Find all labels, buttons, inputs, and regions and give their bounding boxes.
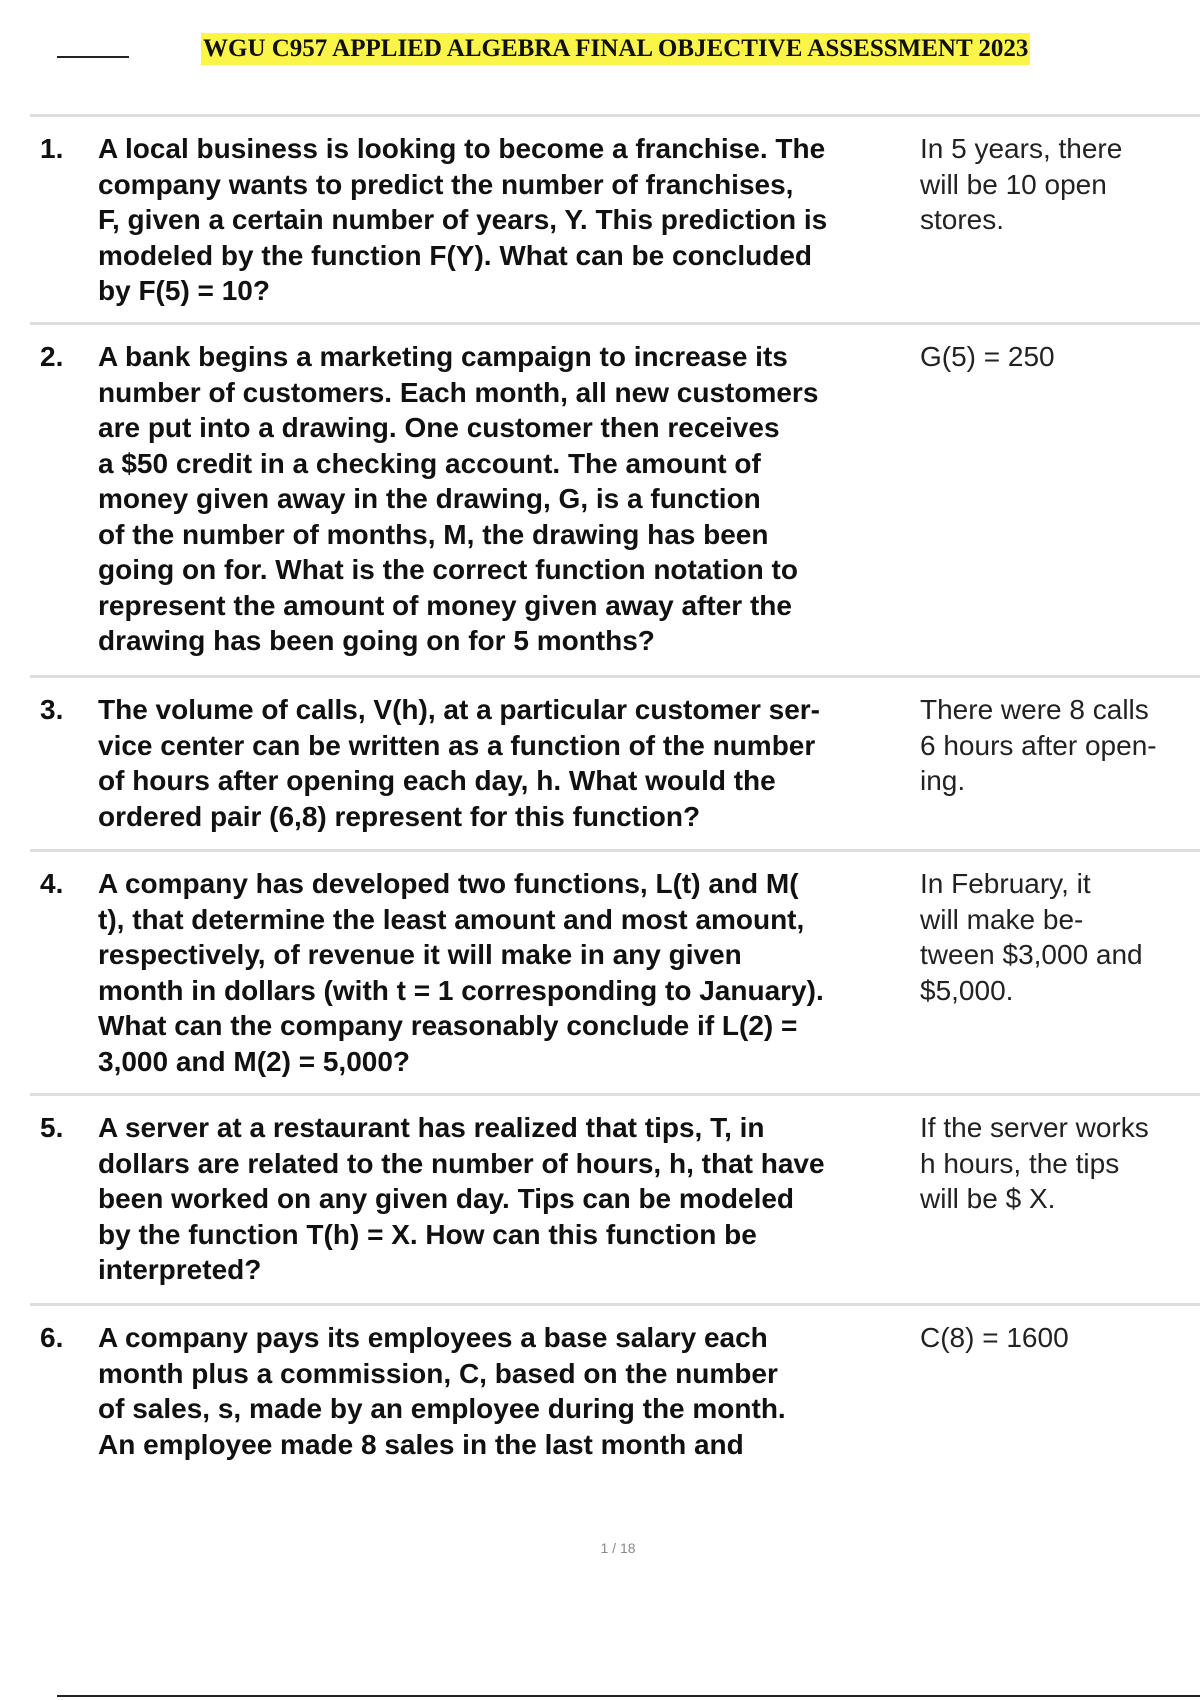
question-item bbox=[30, 675, 1200, 849]
question-list bbox=[30, 114, 1200, 1486]
question-text: A bank begins a marketing campaign to increase its number of customers. Each month, all new customers are put into a drawing. One customer then receives a $50 credit in a checking account. The amount of money given away in the drawing, G, is a function of the number of months, M, the drawing has been going on for. What is the correct function notation to represent the amount of money given away after the drawing has been going on for 5 months? bbox=[98, 341, 819, 656]
question-item bbox=[30, 1093, 1200, 1303]
header-rule bbox=[57, 56, 129, 58]
question-number: 4. bbox=[40, 868, 64, 899]
question-number: 5. bbox=[40, 1112, 64, 1143]
question-number: 1. bbox=[40, 133, 64, 164]
document-title: WGU C957 APPLIED ALGEBRA FINAL OBJECTIVE ASSESSMENT 2023 bbox=[201, 33, 1030, 65]
page-indicator: 1 / 18 bbox=[600, 1540, 636, 1556]
answer-text: C(8) = 1600 bbox=[920, 1322, 1069, 1353]
question-number: 6. bbox=[40, 1322, 64, 1353]
question-item bbox=[30, 1303, 1200, 1486]
question-text: A server at a restaurant has realized that tips, T, in dollars are related to the number of hours, h, that have been worked on any given day. Tips can be modeled by the function T(h) = X. How can this function be interpreted? bbox=[98, 1112, 825, 1285]
question-number: 3. bbox=[40, 694, 64, 725]
question-item bbox=[30, 114, 1200, 322]
answer-text: If the server works h hours, the tips will be $ X. bbox=[920, 1112, 1149, 1214]
question-number: 2. bbox=[40, 341, 64, 372]
answer-text: In 5 years, there will be 10 open stores. bbox=[920, 133, 1123, 235]
question-item bbox=[30, 849, 1200, 1093]
question-text: A company has developed two functions, L(t) and M( t), that determine the least amount and most amount, respectively, of revenue it will make in any given month in dollars (with t = 1 corresponding to January). What can the company reasonably conclude if L(2) = 3,000 and M(2) = 5,000? bbox=[98, 868, 824, 1077]
question-text: The volume of calls, V(h), at a particular customer ser- vice center can be written as a function of the number of hours after opening each day, h. What would the ordered pair (6,8) represent for this function? bbox=[98, 694, 820, 832]
answer-text: G(5) = 250 bbox=[920, 341, 1055, 372]
answer-text: There were 8 calls 6 hours after open- ing. bbox=[920, 694, 1157, 796]
answer-text: In February, it will make be- tween $3,000 and $5,000. bbox=[920, 868, 1143, 1006]
footer-rule bbox=[57, 1695, 1200, 1697]
question-item bbox=[30, 322, 1200, 675]
question-text: A company pays its employees a base salary each month plus a commission, C, based on the number of sales, s, made by an employee during the month. An employee made 8 sales in the last month and bbox=[98, 1322, 786, 1460]
question-text: A local business is looking to become a franchise. The company wants to predict the number of franchises, F, given a certain number of years, Y. This prediction is modeled by the function F(Y). What can be concluded by F(5) = 10? bbox=[98, 133, 828, 306]
